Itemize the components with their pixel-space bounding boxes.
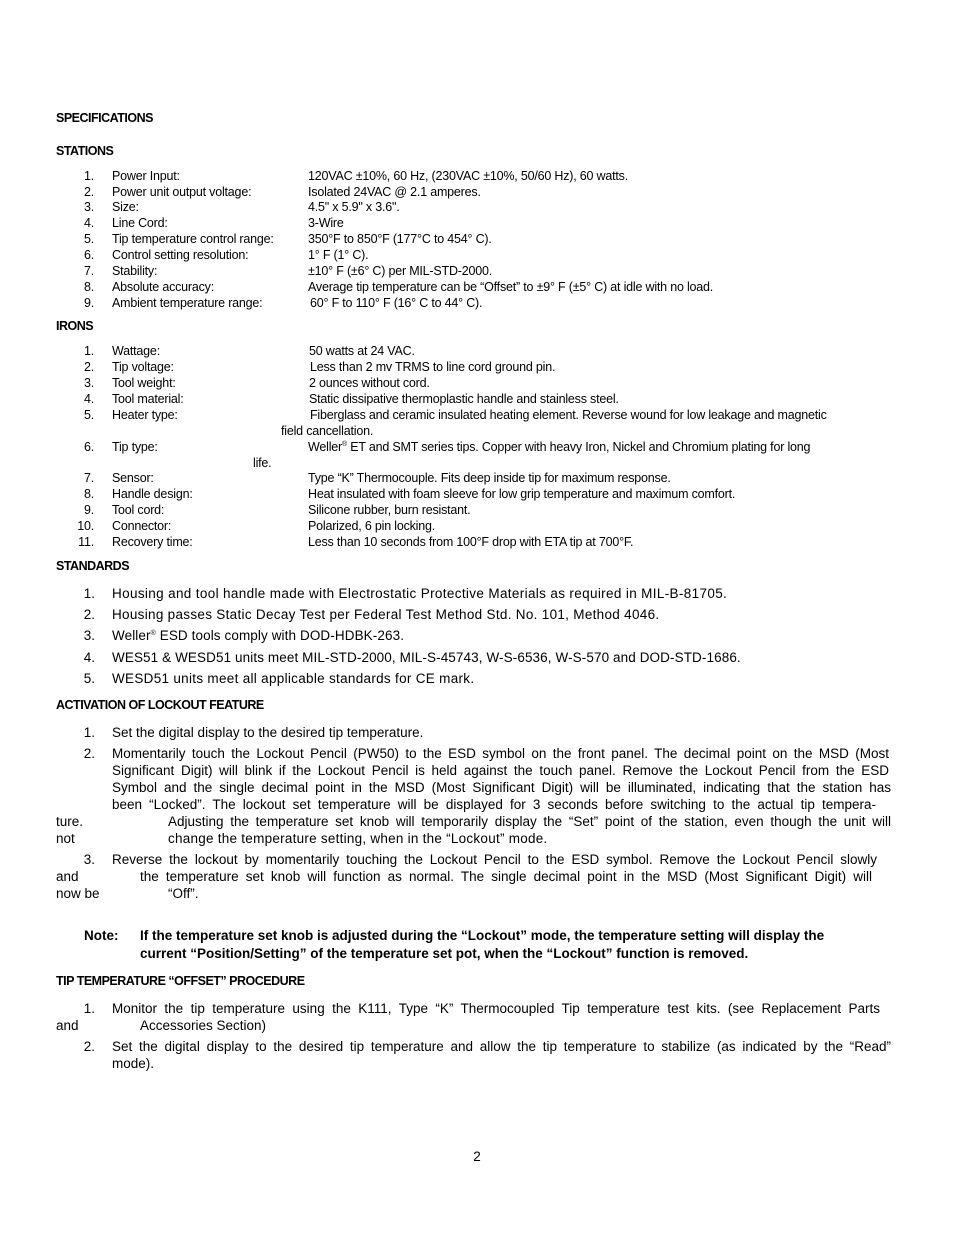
step-text: Symbol and the single decimal point in the MSD (Most Significant Digit) will be illuminated, indicating that the station has	[112, 780, 891, 795]
step-text: Reverse the lockout by momentarily touching the Lockout Pencil to the ESD symbol. Remove the Lockout Pencil slowly	[112, 852, 877, 867]
step-text: Set the digital display to the desired tip temperature.	[112, 725, 424, 740]
specifications-heading: SPECIFICATIONS	[56, 111, 153, 125]
list-item-continuation: life.	[253, 456, 272, 470]
step-text: Adjusting the temperature set knob will temporarily display the “Set” point of the station, even though the unit will	[168, 814, 891, 829]
step-number: 2.	[83, 746, 95, 761]
note-label: Note:	[84, 928, 119, 943]
step-number: 1.	[83, 725, 95, 740]
brand-name: Weller	[308, 440, 342, 454]
irons-heading: IRONS	[56, 319, 94, 333]
note-text: current “Position/Setting” of the temperature set pot, when the “Lockout” function is removed.	[140, 946, 749, 961]
step-number: 2.	[83, 1039, 95, 1054]
step-text: not	[56, 831, 75, 846]
lockout-heading: ACTIVATION OF LOCKOUT FEATURE	[56, 698, 264, 712]
step-text: been “Locked”. The lockout set temperature will be displayed for 3 seconds before switching to the actual tip tempera-	[112, 797, 876, 812]
step-text: Significant Digit) will blink if the Lockout Pencil is held against the touch panel. Remove the Lockout Pencil from the ESD	[112, 763, 889, 778]
step-text: Momentarily touch the Lockout Pencil (PW50) to the ESD symbol on the front panel. The decimal point on the MSD (Most	[112, 746, 889, 761]
document-page: SPECIFICATIONS STATIONS 1. Power Input: 120VAC ±10%, 60 Hz, (230VAC ±10%, 50/60 Hz), 60 watts. 2. Power unit output voltage: Isolated 24VAC @ 2.1 amperes. 3. Size: 4.5" x 5.9" x 3.6". 4. Line Cord: 3-Wire 5. Tip temperature control range: 350°F to 850°F (177°C to 454° C). 6. Control setting resolution: 1° F (1° C). 7. Stability: ±10° F (±6° C) per MIL-STD-2000. 8. Absolute accuracy: Average tip temperature can be “Offset” to ±9° F (±5° C) at idle with no load. 9. Ambient temperature range: 60° F to 110° F (16° C to 44° C). IRONS 1. Wattage: 50 watts at 24 VAC. 2. Tip voltage: Less than 2 mv TRMS to line cord ground pin. 3. Tool weight: 2 ounces without cord. 4. Tool material: Static dissipative thermoplastic handle and stainless steel. 5. Heater type: Fiberglass and ceramic insulated heating element. Reverse wound for low leakage and magnetic field cancellation. 6. Tip type: Weller® ET and SMT series tips. Copper with heavy Iron, Nickel and Chromium plating for long life. 7. Sensor: Type “K” Thermocouple. Fits deep inside tip for maximum response. 8. Handle design: Heat insulated with foam sleeve for low grip temperature and maximum comfort. 9. Tool cord: Silicone rubber, burn resistant. 10. Connector: Polarized, 6 pin locking. 11. Recovery time: Less than 10 seconds from 100°F drop with ETA tip at 700°F. STANDARDS 1. Housing and tool handle made with Electrostatic Protective Materials as required in MIL-B-81705. 2. Housing passes Static Decay Test per Federal Test Method Std. No. 101, Method 4046. 3. Weller® ESD tools comply with DOD-HDBK-263. 4. WES51 & WESD51 units meet MIL-STD-2000, MIL-S-45743, W-S-6536, W-S-570 and DOD-STD-1686. 5. WESD51 units meet all applicable standards for CE mark. ACTIVATION OF LOCKOUT FEATURE 1. Set the digital display to the desired tip temperature. 2. Momentarily touch the Lockout Pencil (PW50) to the ESD symbol on the front panel. The decimal point on the MSD (Most Significant Digit) will blink if the Lockout Pencil is held against the touch panel. Remove the Lockout Pencil from the ESD Symbol and the single decimal point in the MSD (Most Significant Digit) will be illuminated, indicating that the station has been “Locked”. The lockout set temperature will be displayed for 3 seconds before switching to the actual tip tempera- ture. Adjusting the temperature set knob will temporarily display the “Set” point of the station, even though the unit will not change the temperature setting, when in the “Lockout” mode. 3. Reverse the lockout by momentarily touching the Lockout Pencil to the ESD symbol. Remove the Lockout Pencil slowly and the temperature set knob will function as normal. The single decimal point in the MSD (Most Significant Digit) will now be “Off”. Note: If the temperature set knob is adjusted during the “Lockout” mode, the temperature setting will display the current “Position/Setting” of the temperature set pot, when the “Lockout” function is removed. TIP TEMPERATURE “OFFSET” PROCEDURE 1. Monitor the tip temperature using the K111, Type “K” Thermocoupled Tip temperature test kits. (see Replacement Parts and Accessories Section) 2. Set the digital display to the desired tip temperature and allow the tip temperature to stabilize (as indicated by the “Read” mode). 2	[0, 0, 954, 1235]
step-text: and	[56, 869, 79, 884]
step-text: now be	[56, 886, 100, 901]
step-text: change the temperature setting, when in the “Lockout” mode.	[168, 831, 548, 846]
brand-name: Weller	[112, 628, 151, 643]
page-number: 2	[473, 1149, 481, 1164]
step-text: mode).	[112, 1056, 155, 1071]
step-text: Set the digital display to the desired tip temperature and allow the tip temperature to stabilize (as indicated by the “Read”	[112, 1039, 891, 1054]
step-text: “Off”.	[168, 886, 199, 901]
list-item-continuation: field cancellation.	[281, 424, 374, 438]
step-text: and	[56, 1018, 79, 1033]
standards-heading: STANDARDS	[56, 559, 130, 573]
registered-mark: ®	[150, 630, 156, 637]
note-text: If the temperature set knob is adjusted during the “Lockout” mode, the temperature setting will display the	[140, 928, 825, 943]
step-text: the temperature set knob will function as normal. The single decimal point in the MSD (Most Significant Digit) will	[140, 869, 872, 884]
registered-mark: ®	[342, 441, 347, 448]
offset-heading: TIP TEMPERATURE “OFFSET” PROCEDURE	[56, 974, 305, 988]
step-text: Monitor the tip temperature using the K111, Type “K” Thermocoupled Tip temperature test kits. (see Replacement Parts	[112, 1001, 880, 1016]
step-number: 1.	[83, 1001, 95, 1016]
step-text: Accessories Section)	[140, 1018, 267, 1033]
stations-heading: STATIONS	[56, 144, 114, 158]
step-text: ture.	[56, 814, 84, 829]
step-number: 3.	[83, 852, 95, 867]
